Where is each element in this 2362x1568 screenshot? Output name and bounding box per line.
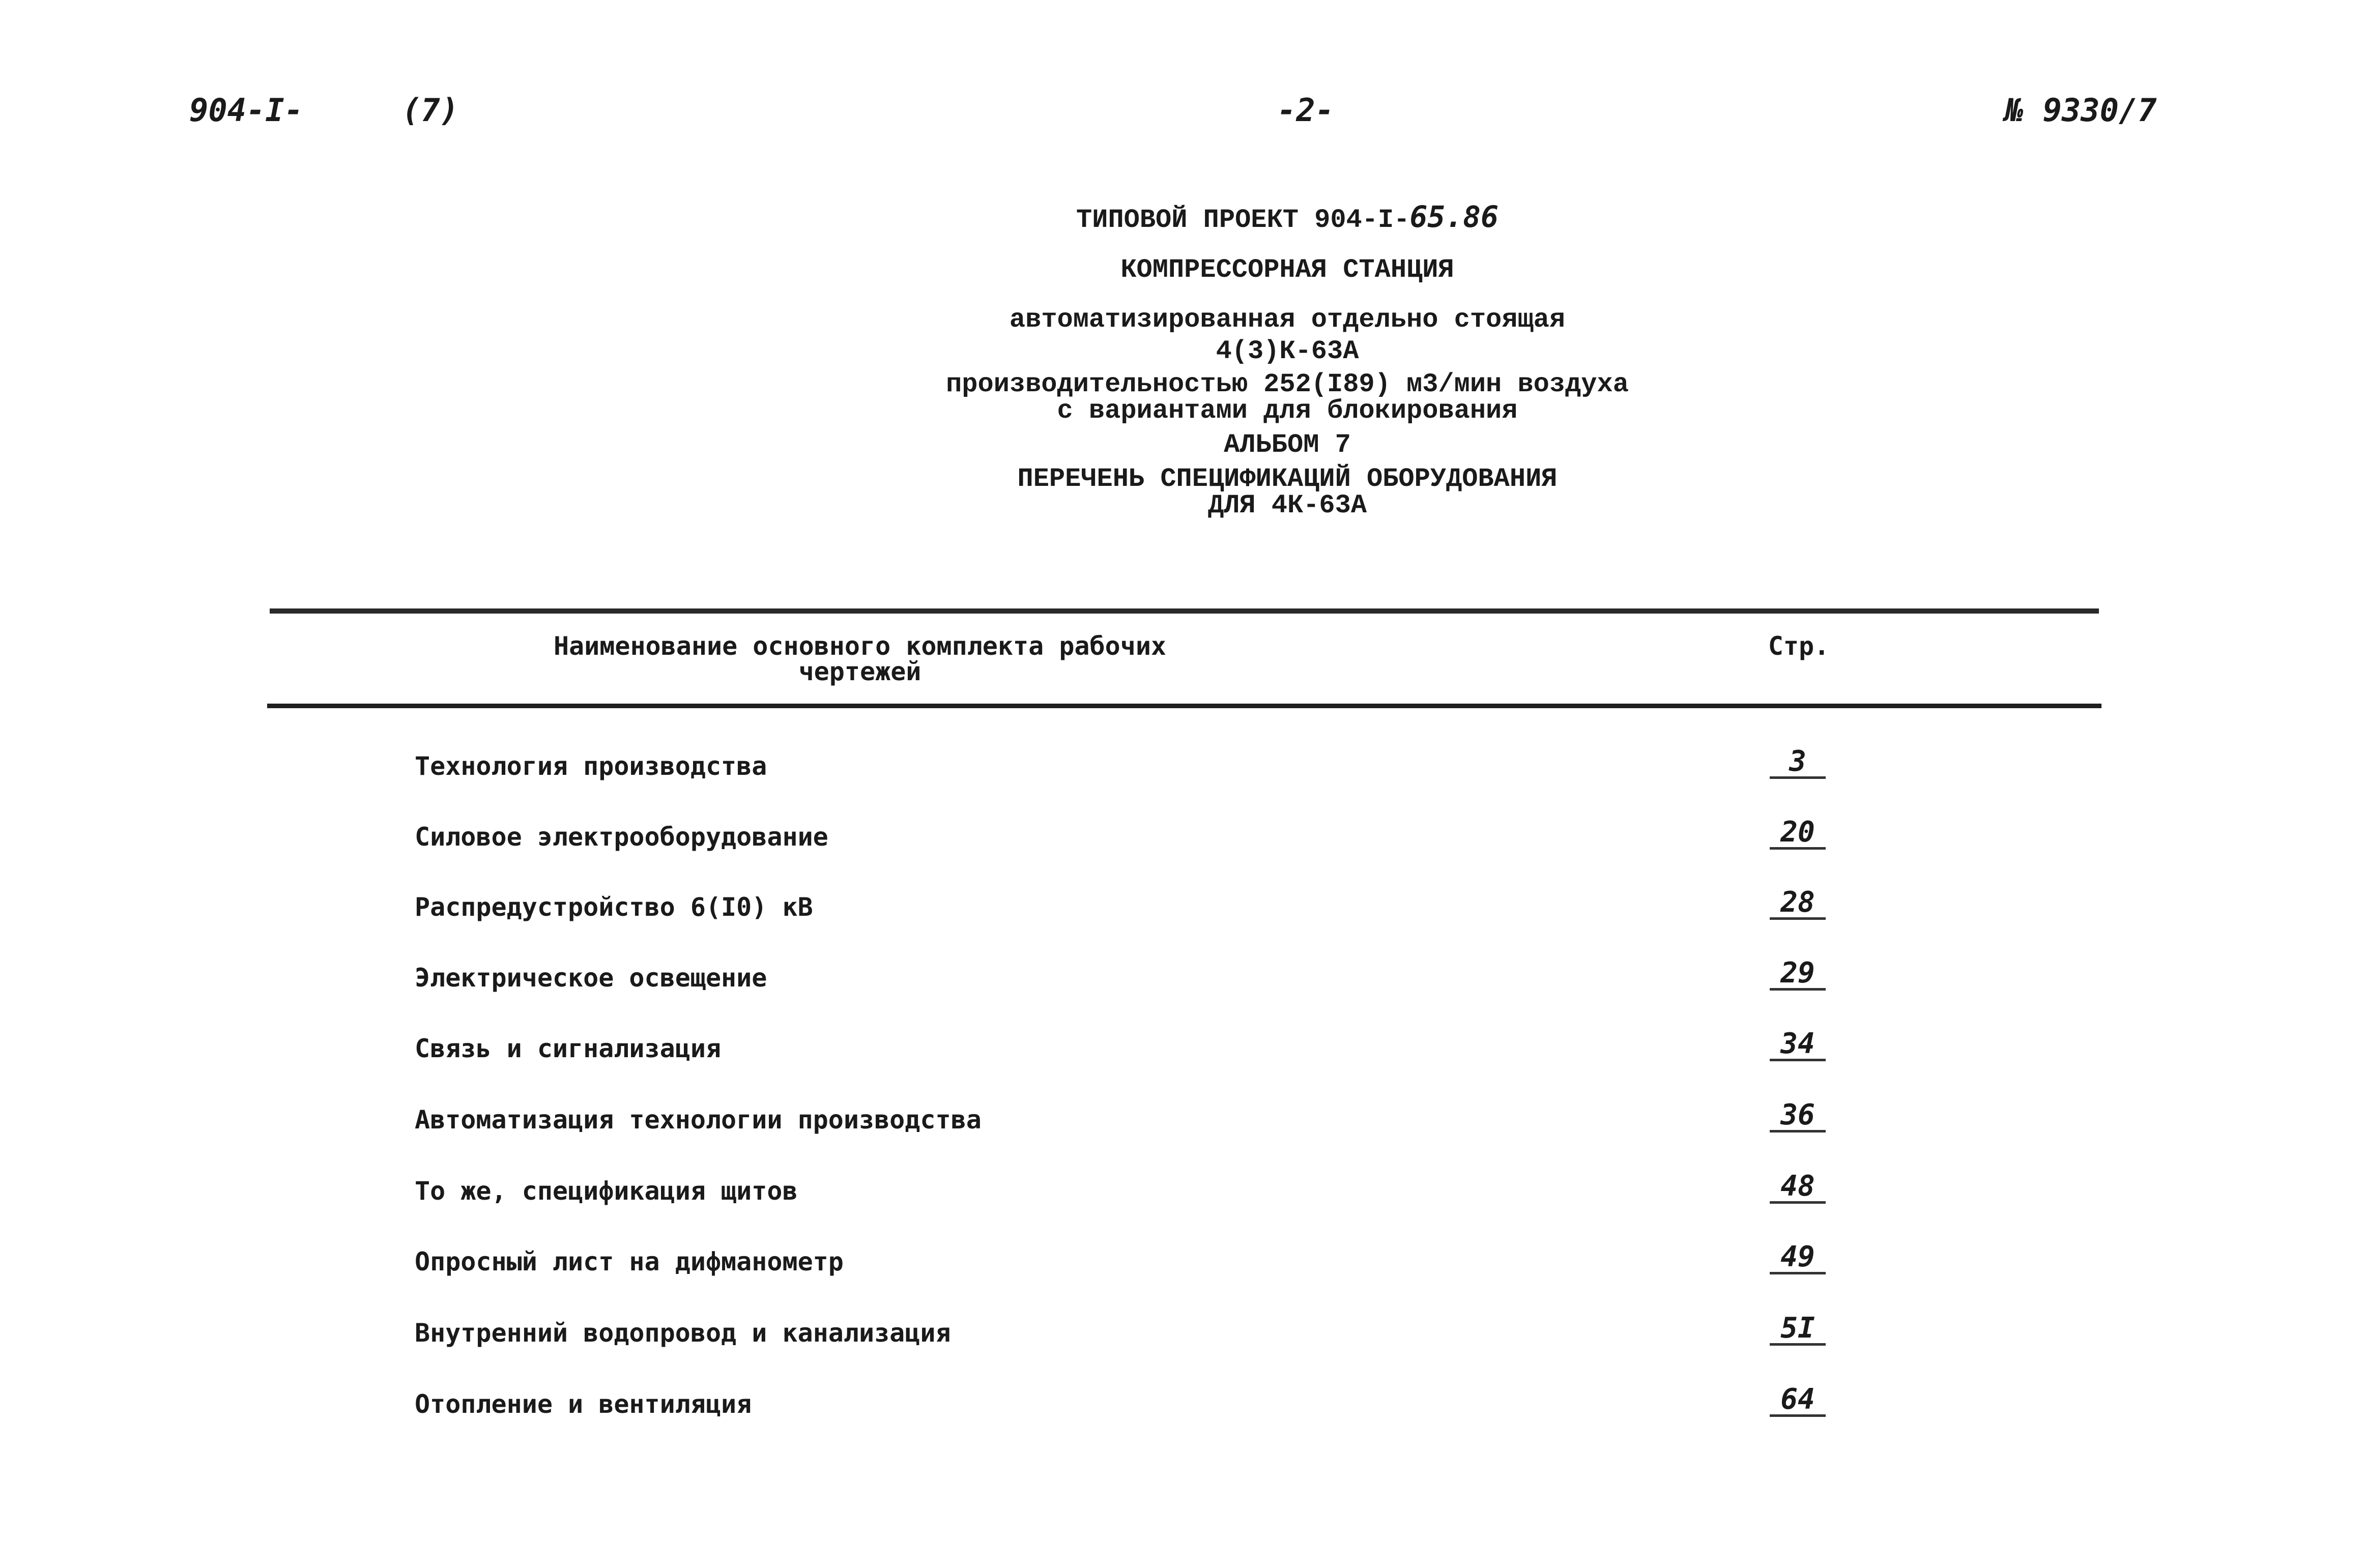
album-subject-target: ДЛЯ 4К-63А (1207, 490, 1367, 520)
project-title-prefix: ТИПОВОЙ ПРОЕКТ 904-I- (1076, 205, 1410, 235)
list-item-page: 28 (1770, 888, 1826, 920)
list-item-page: 3 (1770, 747, 1826, 779)
list-item-page: 48 (1770, 1172, 1826, 1204)
station-variants: с вариантами для блокирования (1057, 396, 1518, 426)
project-number-handwritten: 65.86 (1409, 199, 1499, 234)
list-item-page: 29 (1770, 959, 1826, 991)
list-item-page: 5I (1770, 1314, 1826, 1346)
list-item-name: Отопление и вентиляция (415, 1389, 752, 1419)
table-header-name (509, 633, 1211, 684)
page-number: -2- (1277, 92, 1334, 129)
list-item-page: 49 (1770, 1242, 1826, 1274)
station-model: 4(3)К-63А (1216, 336, 1359, 366)
table-top-rule (270, 608, 2099, 614)
album-title: АЛЬБОМ 7 (1224, 430, 1351, 460)
list-item-page: 34 (1770, 1029, 1826, 1061)
list-item-name: Распредустройство 6(I0) кВ (415, 892, 813, 922)
album-subject: ПЕРЕЧЕНЬ СПЕЦИФИКАЦИЙ ОБОРУДОВАНИЯ (1017, 464, 1558, 494)
list-item-page: 64 (1770, 1385, 1826, 1417)
list-item-page: 36 (1770, 1100, 1826, 1133)
registration-number: № 9330/7 (2005, 92, 2157, 129)
list-item-name: Электрическое освещение (415, 963, 767, 993)
list-item-name: Опросный лист на дифманометр (415, 1247, 844, 1276)
table-header-name-line1: Наименование основного комплекта рабочих (553, 631, 1167, 661)
project-title (0, 201, 2362, 236)
list-item-name: Технология производства (415, 751, 767, 781)
title-block (0, 201, 2362, 519)
table-header-rule (267, 704, 2101, 708)
list-item-name: То же, спецификация щитов (415, 1176, 798, 1206)
list-item-name: Связь и сигнализация (415, 1034, 722, 1063)
list-item-page: 20 (1770, 818, 1826, 850)
album-number: (7) (402, 92, 459, 129)
station-capacity: производительностью 252(I89) м3/мин воздуха (946, 369, 1629, 399)
series-code: 904-I- (189, 92, 303, 129)
list-item-name: Внутренний водопровод и канализация (415, 1318, 951, 1348)
table-header-page: Стр. (1768, 631, 1830, 661)
list-item-name: Силовое электрооборудование (415, 822, 828, 852)
list-item-name: Автоматизация технологии производства (415, 1105, 982, 1135)
table-header-name-line2: чертежей (798, 657, 921, 686)
station-description: автоматизированная отдельно стоящая (1009, 305, 1566, 335)
station-name: КОМПРЕССОРНАЯ СТАНЦИЯ (1120, 255, 1454, 285)
